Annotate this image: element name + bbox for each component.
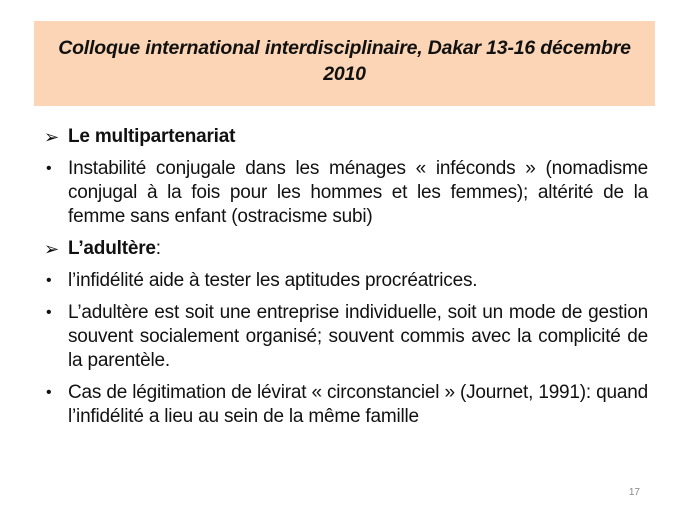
- item-heading: L’adultère: [68, 238, 156, 259]
- list-item-multipartenariat: [44, 125, 648, 149]
- list-item-adultere: [44, 237, 648, 261]
- slide-title: Colloque international interdisciplinaire, Dakar 13-16 décembre 2010: [58, 37, 631, 85]
- item-text: Cas de légitimation de lévirat « circonstanciel » (Journet, 1991): quand l’infidélité a lieu au sein de la même famille: [68, 382, 648, 427]
- bullet-dot-icon: •: [46, 160, 52, 177]
- arrow-bullet-icon: ➢: [44, 127, 59, 147]
- bullet-dot-icon: •: [46, 304, 52, 321]
- arrow-bullet-icon: ➢: [44, 239, 59, 259]
- list-item-infidelite: [44, 269, 648, 293]
- page-number: 17: [628, 487, 640, 498]
- list-item-levirat: [44, 381, 648, 429]
- item-text: :: [155, 238, 161, 259]
- item-heading: Le multipartenariat: [68, 126, 236, 147]
- bullet-dot-icon: •: [46, 384, 52, 401]
- list-item-entreprise: [44, 301, 648, 373]
- slide-title-banner: [34, 21, 655, 106]
- list-item-instabilite: [44, 157, 648, 229]
- item-text: L’adultère est soit une entreprise individuelle, soit un mode de gestion souvent socialement organisé; souvent commis avec la complicité de la parentèle.: [68, 302, 648, 371]
- slide-body: [44, 125, 648, 437]
- item-text: Instabilité conjugale dans les ménages « inféconds » (nomadisme conjugal à la fois pour les hommes et les femmes); altérité de la femme sans enfant (ostracisme subi): [68, 158, 648, 227]
- bullet-dot-icon: •: [46, 272, 52, 289]
- item-text: l’infidélité aide à tester les aptitudes procréatrices.: [68, 270, 478, 291]
